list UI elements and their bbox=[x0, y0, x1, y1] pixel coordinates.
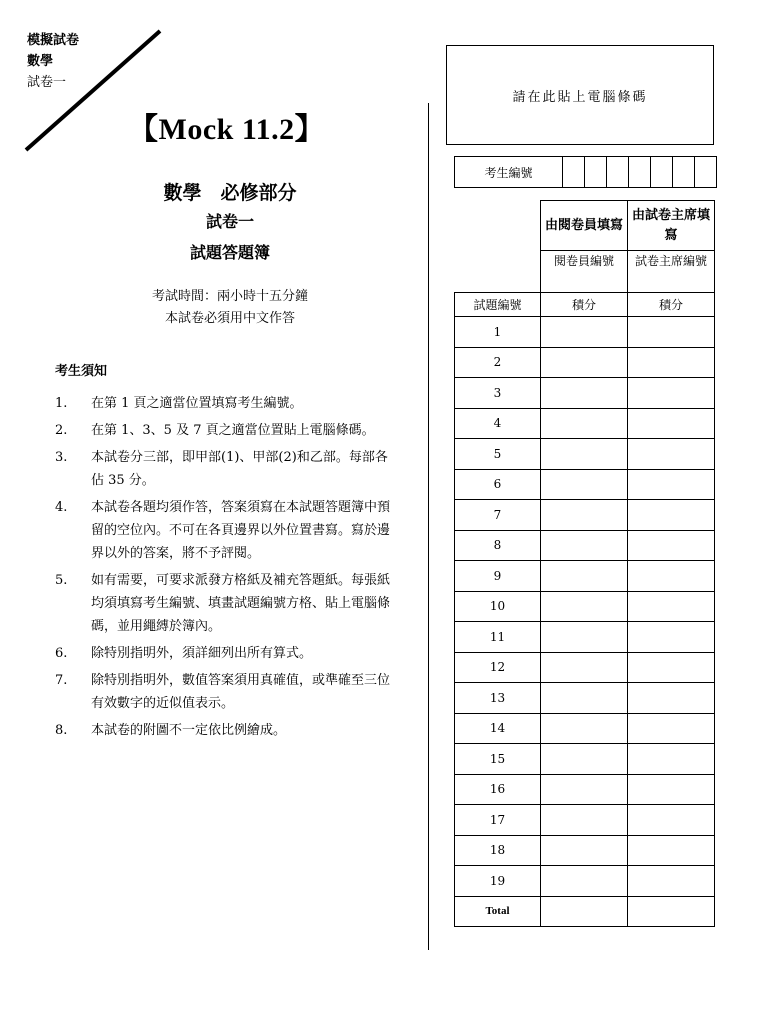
instructions-title: 考生須知 bbox=[55, 364, 108, 379]
question-number: 15 bbox=[455, 744, 541, 775]
question-row bbox=[455, 652, 715, 683]
marker-marks-cell[interactable] bbox=[541, 774, 628, 805]
marker-marks-cell[interactable] bbox=[541, 805, 628, 836]
question-row bbox=[455, 713, 715, 744]
question-row bbox=[455, 469, 715, 500]
marker-marks-cell[interactable] bbox=[541, 866, 628, 897]
marker-marks-cell[interactable] bbox=[541, 469, 628, 500]
instruction-text: 本試卷各題均須作答，答案須寫在本試題答題簿中預留的空位內。不可在各頁邊界以外位置書寫。寫於邊界以外的答案，將不予評閱。 bbox=[91, 500, 391, 561]
chief-marks-cell[interactable] bbox=[628, 805, 715, 836]
question-row bbox=[455, 622, 715, 653]
marker-marks-cell[interactable] bbox=[541, 652, 628, 683]
instruction-text: 除特別指明外，數值答案須用真確值，或準確至三位有效數字的近似值表示。 bbox=[91, 673, 391, 711]
total-label: Total bbox=[455, 896, 541, 926]
question-number: 9 bbox=[455, 561, 541, 592]
question-row bbox=[455, 805, 715, 836]
question-number: 17 bbox=[455, 805, 541, 836]
chief-number-label: 試卷主席編號 bbox=[628, 251, 715, 293]
candidate-digit-box[interactable] bbox=[585, 157, 607, 188]
candidate-digit-box[interactable] bbox=[695, 157, 717, 188]
question-number: 14 bbox=[455, 713, 541, 744]
chief-marks-cell[interactable] bbox=[628, 835, 715, 866]
question-number: 10 bbox=[455, 591, 541, 622]
chief-marks-cell[interactable] bbox=[628, 622, 715, 653]
chief-header: 由試卷主席填寫 bbox=[628, 201, 715, 251]
question-row bbox=[455, 378, 715, 409]
chief-marks-cell[interactable] bbox=[628, 347, 715, 378]
candidate-digit-box[interactable] bbox=[629, 157, 651, 188]
candidate-number-table bbox=[454, 156, 717, 188]
instruction-item bbox=[55, 419, 400, 442]
question-row bbox=[455, 500, 715, 531]
subject-title: 數學 必修部分 bbox=[163, 182, 297, 204]
marker-header: 由閱卷員填寫 bbox=[541, 201, 628, 251]
marker-marks-cell[interactable] bbox=[541, 378, 628, 409]
candidate-digit-box[interactable] bbox=[673, 157, 695, 188]
marker-total-cell[interactable] bbox=[541, 896, 628, 926]
question-row bbox=[455, 591, 715, 622]
chief-marks-cell[interactable] bbox=[628, 744, 715, 775]
chief-marks-cell[interactable] bbox=[628, 561, 715, 592]
chief-marks-cell[interactable] bbox=[628, 591, 715, 622]
question-row bbox=[455, 439, 715, 470]
question-number: 16 bbox=[455, 774, 541, 805]
question-row bbox=[455, 561, 715, 592]
candidate-digit-box[interactable] bbox=[651, 157, 673, 188]
chief-marks-cell[interactable] bbox=[628, 317, 715, 348]
chief-marks-cell[interactable] bbox=[628, 378, 715, 409]
question-number: 18 bbox=[455, 835, 541, 866]
chief-marks-header: 積分 bbox=[628, 293, 715, 317]
marker-marks-cell[interactable] bbox=[541, 835, 628, 866]
instruction-item bbox=[55, 496, 400, 565]
chief-marks-cell[interactable] bbox=[628, 530, 715, 561]
paper-title: 試卷一 bbox=[205, 212, 254, 231]
chief-marks-cell[interactable] bbox=[628, 652, 715, 683]
marker-marks-cell[interactable] bbox=[541, 347, 628, 378]
chief-marks-cell[interactable] bbox=[628, 713, 715, 744]
question-number: 1 bbox=[455, 317, 541, 348]
chief-marks-cell[interactable] bbox=[628, 469, 715, 500]
instruction-number: 7. bbox=[55, 673, 68, 688]
question-row bbox=[455, 866, 715, 897]
candidate-number-label: 考生編號 bbox=[455, 157, 563, 188]
marks-table bbox=[454, 200, 715, 927]
exam-duration: 考試時間：兩小時十五分鐘 bbox=[151, 289, 308, 304]
corner-line-1: 模擬試卷 bbox=[27, 33, 80, 48]
marker-number-label: 閱卷員編號 bbox=[541, 251, 628, 293]
instruction-number: 5. bbox=[55, 573, 68, 588]
instruction-number: 6. bbox=[55, 646, 68, 661]
question-number: 5 bbox=[455, 439, 541, 470]
language-note: 本試卷必須用中文作答 bbox=[164, 311, 295, 326]
question-number: 19 bbox=[455, 866, 541, 897]
chief-total-cell[interactable] bbox=[628, 896, 715, 926]
candidate-digit-box[interactable] bbox=[607, 157, 629, 188]
mock-title: 【Mock 11.2】 bbox=[128, 113, 326, 146]
question-number: 3 bbox=[455, 378, 541, 409]
question-number: 13 bbox=[455, 683, 541, 714]
instruction-item bbox=[55, 446, 400, 492]
question-number: 8 bbox=[455, 530, 541, 561]
question-row bbox=[455, 347, 715, 378]
barcode-box[interactable] bbox=[446, 45, 714, 145]
marker-marks-cell[interactable] bbox=[541, 561, 628, 592]
question-number: 4 bbox=[455, 408, 541, 439]
instruction-text: 在第 1 頁之適當位置填寫考生編號。 bbox=[91, 396, 303, 411]
marker-marks-cell[interactable] bbox=[541, 591, 628, 622]
instruction-number: 3. bbox=[55, 450, 68, 465]
marker-marks-cell[interactable] bbox=[541, 713, 628, 744]
question-number: 7 bbox=[455, 500, 541, 531]
chief-marks-cell[interactable] bbox=[628, 774, 715, 805]
chief-marks-cell[interactable] bbox=[628, 500, 715, 531]
instruction-text: 本試卷的附圖不一定依比例繪成。 bbox=[91, 723, 287, 738]
chief-marks-cell[interactable] bbox=[628, 408, 715, 439]
marker-marks-cell[interactable] bbox=[541, 500, 628, 531]
marker-marks-cell[interactable] bbox=[541, 530, 628, 561]
question-row bbox=[455, 530, 715, 561]
marker-marks-header: 積分 bbox=[541, 293, 628, 317]
marker-marks-cell[interactable] bbox=[541, 317, 628, 348]
question-row bbox=[455, 835, 715, 866]
instruction-item bbox=[55, 669, 400, 715]
marker-marks-cell[interactable] bbox=[541, 744, 628, 775]
instructions-list bbox=[55, 392, 400, 746]
instruction-text: 如有需要，可要求派發方格紙及補充答題紙。每張紙均須填寫考生編號、填畫試題編號方格、貼上電腦條碼，並用繩縛於簿內。 bbox=[91, 573, 391, 634]
instruction-text: 在第 1、3、5 及 7 頁之適當位置貼上電腦條碼。 bbox=[91, 423, 375, 438]
booklet-title: 試題答題簿 bbox=[189, 243, 270, 262]
question-row bbox=[455, 744, 715, 775]
corner-line-3: 試卷一 bbox=[27, 75, 67, 90]
question-row bbox=[455, 683, 715, 714]
instruction-item bbox=[55, 719, 400, 742]
instruction-text: 本試卷分三部，即甲部(1)、甲部(2)和乙部。每部各佔 35 分。 bbox=[91, 450, 388, 488]
instruction-number: 8. bbox=[55, 723, 68, 738]
marker-marks-cell[interactable] bbox=[541, 622, 628, 653]
instruction-number: 2. bbox=[55, 423, 68, 438]
instruction-number: 1. bbox=[55, 396, 68, 411]
question-row bbox=[455, 774, 715, 805]
instruction-item bbox=[55, 569, 400, 638]
question-row bbox=[455, 317, 715, 348]
marker-marks-cell[interactable] bbox=[541, 408, 628, 439]
chief-marks-cell[interactable] bbox=[628, 439, 715, 470]
corner-line-2: 數學 bbox=[27, 54, 54, 69]
instruction-item bbox=[55, 642, 400, 665]
question-number: 6 bbox=[455, 469, 541, 500]
barcode-label: 請在此貼上電腦條碼 bbox=[512, 89, 648, 105]
instruction-item bbox=[55, 392, 400, 415]
chief-marks-cell[interactable] bbox=[628, 866, 715, 897]
question-number: 2 bbox=[455, 347, 541, 378]
instruction-text: 除特別指明外，須詳細列出所有算式。 bbox=[91, 646, 313, 661]
question-number-header: 試題編號 bbox=[455, 293, 541, 317]
question-row bbox=[455, 408, 715, 439]
margin-divider bbox=[428, 103, 429, 950]
instruction-number: 4. bbox=[55, 500, 68, 515]
question-number: 11 bbox=[455, 622, 541, 653]
chief-marks-cell[interactable] bbox=[628, 683, 715, 714]
question-number: 12 bbox=[455, 652, 541, 683]
marker-marks-cell[interactable] bbox=[541, 683, 628, 714]
marker-marks-cell[interactable] bbox=[541, 439, 628, 470]
candidate-digit-box[interactable] bbox=[563, 157, 585, 188]
